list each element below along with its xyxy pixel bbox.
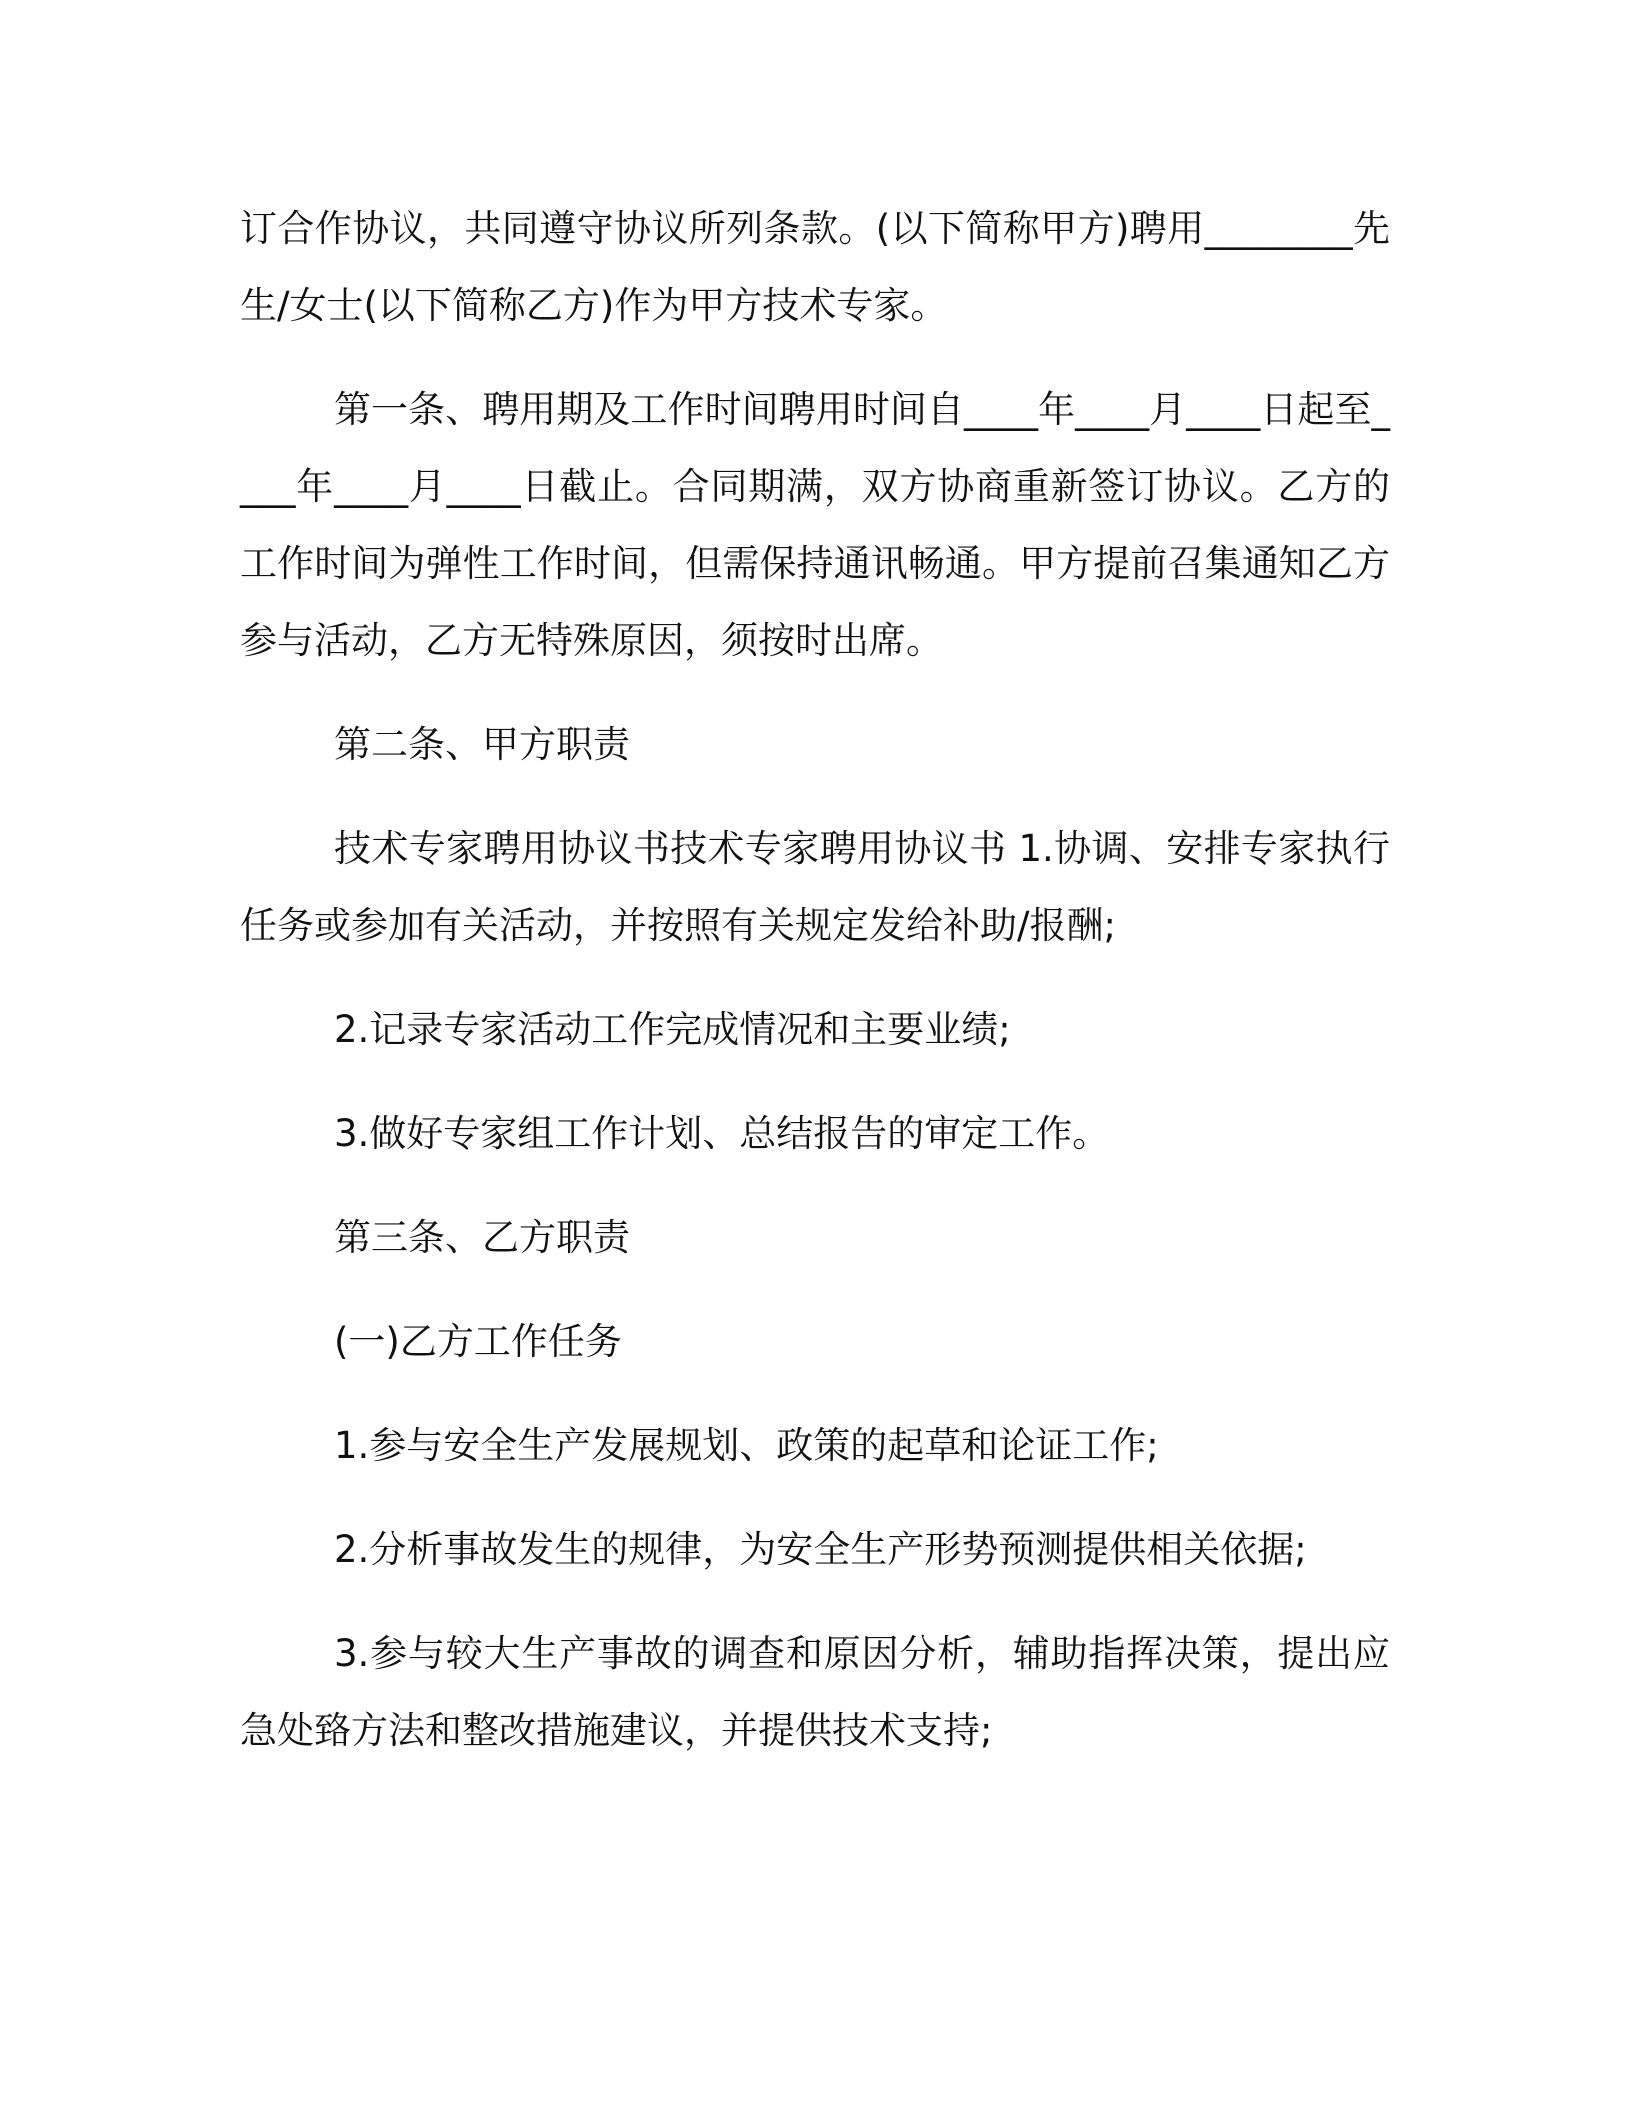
paragraph-intro: 订合作协议，共同遵守协议所列条款。(以下简称甲方)聘用________先生/女士(以下简称乙方)作为甲方技术专家。 xyxy=(240,207,1390,327)
paragraph-article-2-item-3: 3.做好专家组工作计划、总结报告的审定工作。 xyxy=(334,1112,1110,1155)
paragraph-article-2-item-2: 2.记录专家活动工作完成情况和主要业绩; xyxy=(334,1008,1011,1051)
paragraph-article-3-item-1: 1.参与安全生产发展规划、政策的起草和论证工作; xyxy=(334,1424,1159,1467)
document-page xyxy=(240,190,1390,1769)
heading-article-2: 第二条、甲方职责 xyxy=(334,723,630,766)
paragraph-article-3-item-2: 2.分析事故发生的规律，为安全生产形势预测提供相关依据; xyxy=(334,1528,1307,1571)
paragraph-article-1: 第一条、聘用期及工作时间聘用时间自____年____月____日起至____年____月____日截止。合同期满，双方协商重新签订协议。乙方的工作时间为弹性工作时间，但需保持通讯畅通。甲方提前召集通知乙方参与活动，乙方无特殊原因，须按时出席。 xyxy=(240,388,1390,662)
heading-article-3: 第三条、乙方职责 xyxy=(334,1216,630,1259)
paragraph-article-3-item-3: 3.参与较大生产事故的调查和原因分析，辅助指挥决策，提出应急处臵方法和整改措施建议，并提供技术支持; xyxy=(240,1632,1390,1752)
paragraph-article-2-item-1: 技术专家聘用协议书技术专家聘用协议书 1.协调、安排专家执行任务或参加有关活动，并按照有关规定发给补助/报酬; xyxy=(240,827,1390,947)
subheading-article-3-part-1: (一)乙方工作任务 xyxy=(334,1320,622,1363)
